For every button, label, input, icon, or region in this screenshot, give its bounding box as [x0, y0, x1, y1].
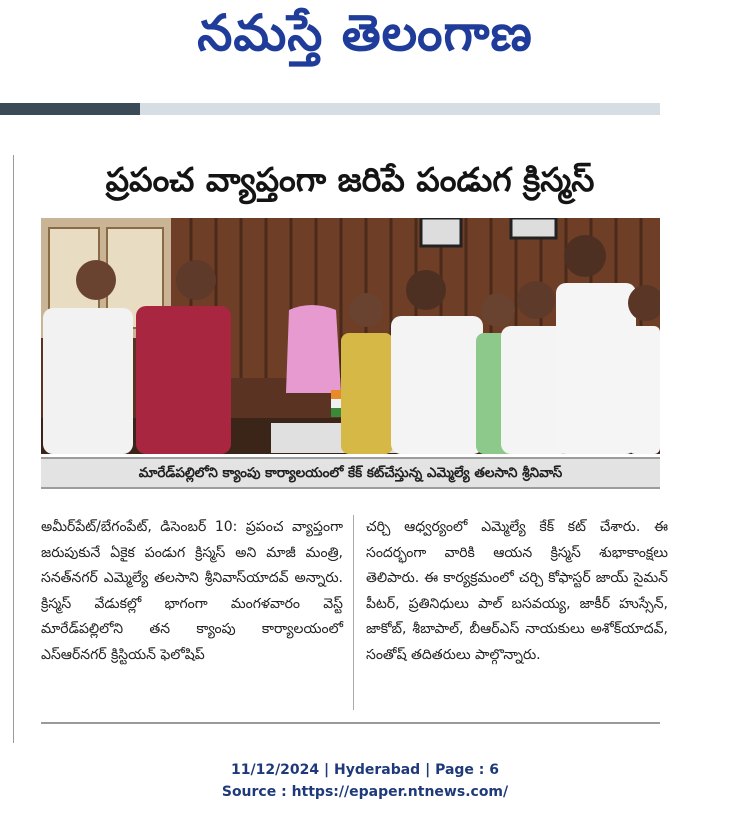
article-column-right: చర్చి ఆధ్వర్యంలో ఎమ్మెల్యే కేక్ కట్ చేశారు. ఈ సందర్భంగా వారికి ఆయన క్రిస్మస్ శుభాకాంక్షలు తెలిపారు. ఈ కార్యక్రమంలో చర్చి కోఫాస్టర్ జాయ్ సైమన్ పీటర్, ప్రతినిధులు పాల్ బసవయ్య, జాకీర్ హుస్సేన్, జాకోబ్, శీబాపాల్, బీఆర్ఎస్ నాయకులు అశోక్‌యాదవ్, సంతోష్ తదితరులు పాల్గొన్నారు. — [366, 519, 668, 663]
article-column-left: అమీర్‌పేట్/బేగంపేట్, డిసెంబర్ 10: ప్రపంచ వ్యాప్తంగా జరుపుకునే ఏకైక పండుగ క్రిస్మస్ అని మాజీ మంత్రి, సనత్‌నగర్ ఎమ్మెల్యే తలసాని శ్రీనివాస్‌యాదవ్ అన్నారు. క్రిస్మస్ వేడుకల్లో భాగంగా మంగళవారం వెస్ట్ మారేడ్‌పల్లిలోని తన క్యాంపు కార్యాలయంలో ఎస్ఆర్‌నగర్ క్రిస్టియన్ ఫెలోషిప్ — [41, 519, 343, 663]
photo-caption-text: మారేడ్‌పల్లిలోని క్యాంపు కార్యాలయంలో కేక్ కట్‌చేస్తున్న ఎమ్మెల్యే తలసాని శ్రీనివాస్ — [138, 465, 563, 481]
article-photo — [41, 218, 660, 454]
header-rule-dark — [0, 103, 140, 115]
page-left-rule — [13, 155, 14, 743]
photo-caption — [41, 457, 660, 489]
header-rule-light — [140, 103, 660, 115]
masthead-title: నమస్తే తెలంగాణ — [197, 4, 533, 62]
article-headline: ప్రపంచ వ్యాప్తంగా జరిపే పండుగ క్రిస్మస్ — [105, 160, 595, 199]
article-bottom-rule — [41, 722, 660, 724]
footer-source-line: Source : https://epaper.ntnews.com/ — [221, 784, 509, 800]
newspaper-masthead — [0, 0, 730, 95]
footer-date-line: 11/12/2024 | Hyderabad | Page : 6 — [230, 762, 500, 778]
column-divider — [353, 515, 354, 710]
